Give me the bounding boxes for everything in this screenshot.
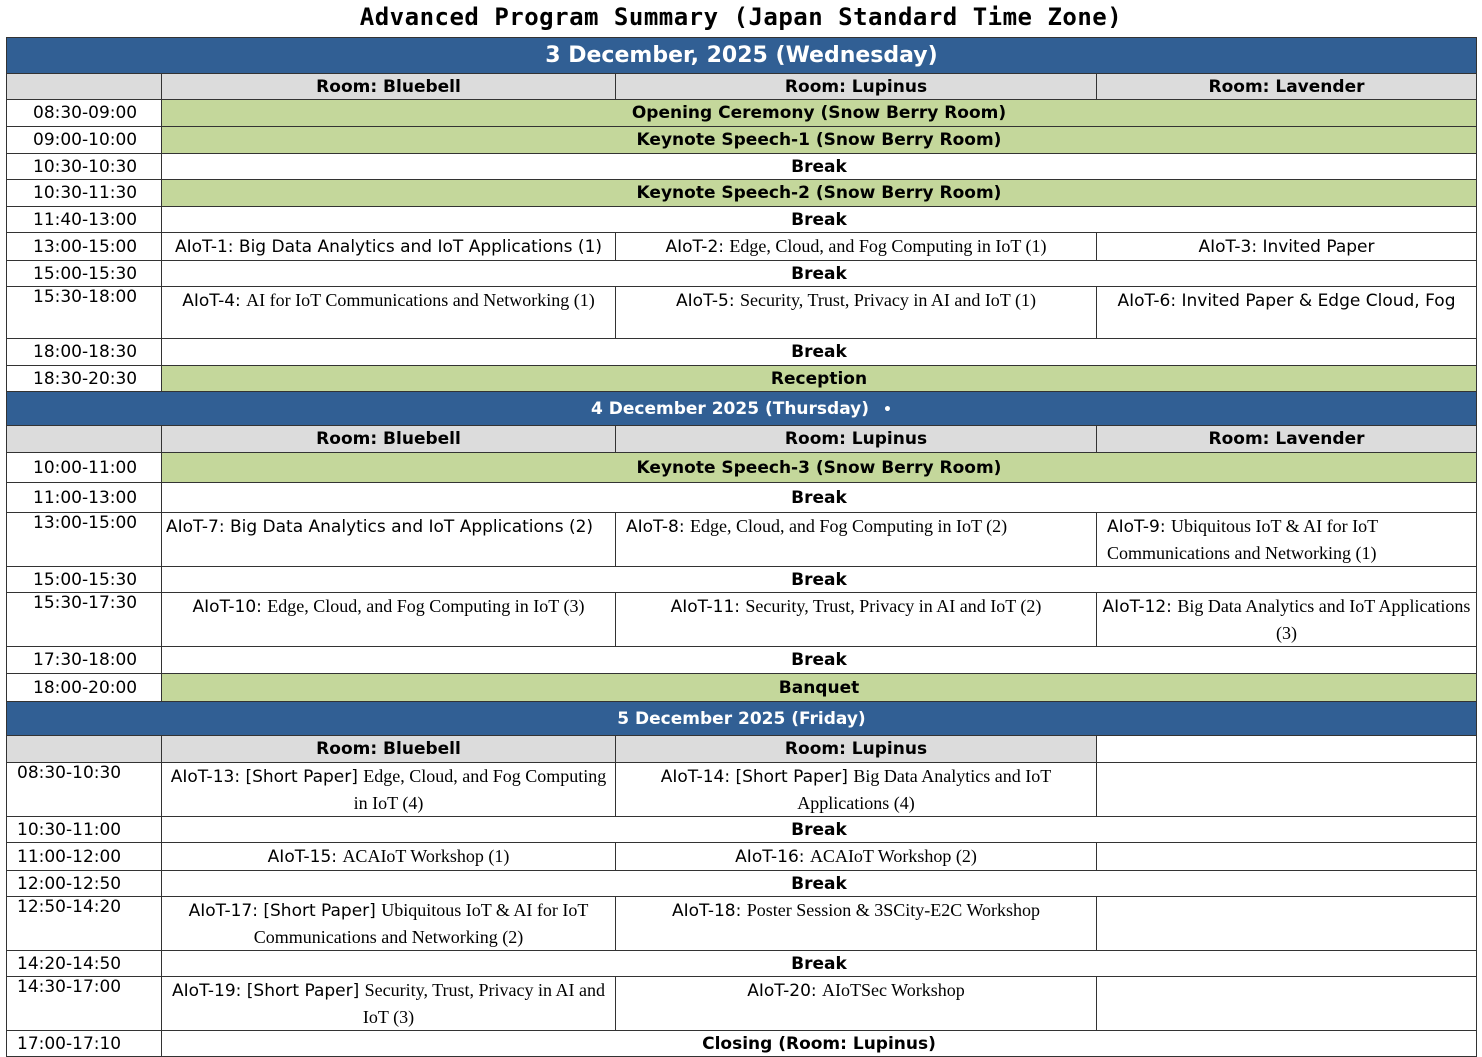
- schedule-row: [7, 233, 1477, 261]
- time-slot: 12:00-12:50: [7, 871, 162, 897]
- room-blank: [7, 736, 162, 763]
- session-title: Security, Trust, Privacy in AI and IoT (1): [739, 290, 1036, 310]
- session-cell: [162, 897, 616, 951]
- session-title: ACAIoT Workshop (1): [342, 846, 510, 866]
- session-code: AIoT-7: Big Data Analytics and IoT Applications (2): [166, 517, 594, 537]
- session-cell: [616, 513, 1097, 567]
- empty-cell: [1097, 977, 1477, 1031]
- empty-cell: [1097, 897, 1477, 951]
- session-cell: [616, 763, 1097, 817]
- session-title: AI for IoT Communications and Networking (1): [246, 290, 595, 310]
- session-cell: [162, 513, 616, 567]
- session-cell: [616, 287, 1097, 339]
- time-slot: 10:30-11:00: [7, 817, 162, 843]
- session-title: Security, Trust, Privacy in AI and IoT (2): [745, 596, 1042, 616]
- time-slot: 18:00-18:30: [7, 339, 162, 366]
- time-slot: 10:00-11:00: [7, 453, 162, 483]
- day-heading-text: 4 December 2025 (Thursday): [591, 398, 870, 419]
- session-code: AIoT-9:: [1107, 517, 1171, 537]
- day-header: [7, 392, 1477, 426]
- time-slot: 08:30-10:30: [7, 763, 162, 817]
- schedule-row: [7, 674, 1477, 702]
- break-cell: Break: [162, 647, 1477, 674]
- time-slot: 17:00-17:10: [7, 1031, 162, 1057]
- time-slot: 14:30-17:00: [7, 977, 162, 1031]
- schedule-row: [7, 261, 1477, 287]
- time-slot: 15:00-15:30: [7, 261, 162, 287]
- program-table: [6, 37, 1477, 1057]
- session-cell: [616, 593, 1097, 647]
- room-bluebell: Room: Bluebell: [162, 736, 616, 763]
- time-slot: 14:20-14:50: [7, 951, 162, 977]
- room-lavender: Room: Lavender: [1097, 426, 1477, 453]
- session-code: AIoT-20:: [747, 981, 823, 1001]
- schedule-row: [7, 287, 1477, 339]
- break-cell: Break: [162, 483, 1477, 513]
- session-code: AIoT-15:: [267, 847, 343, 867]
- session-cell: [616, 977, 1097, 1031]
- session-cell: [162, 977, 616, 1031]
- day-header: [7, 38, 1477, 74]
- schedule-row: [7, 871, 1477, 897]
- room-lupinus: Room: Lupinus: [616, 74, 1097, 100]
- empty-cell: [1097, 843, 1477, 871]
- time-slot: 11:00-12:00: [7, 843, 162, 871]
- session-title: Ubiquitous IoT & AI for IoT Communications and Networking (2): [253, 900, 589, 947]
- time-slot: 18:30-20:30: [7, 366, 162, 392]
- bullet-dot: •: [883, 401, 892, 418]
- schedule-row: [7, 127, 1477, 154]
- time-slot: 10:30-11:30: [7, 180, 162, 207]
- session-code: AIoT-2:: [665, 237, 730, 257]
- time-slot: 12:50-14:20: [7, 897, 162, 951]
- session-title: Edge, Cloud, and Fog Computing in IoT (2): [689, 516, 1008, 536]
- session-title: Security, Trust, Privacy in AI and IoT (3): [362, 980, 605, 1027]
- session-code: AIoT-1:: [174, 237, 239, 257]
- plenary-event: Keynote Speech-2 (Snow Berry Room): [162, 180, 1477, 207]
- break-cell: Break: [162, 817, 1477, 843]
- session-cell: [616, 897, 1097, 951]
- session-code: AIoT-13: [Short Paper]: [170, 767, 364, 787]
- room-lupinus: Room: Lupinus: [616, 736, 1097, 763]
- schedule-row: [7, 207, 1477, 233]
- room-header-row: [7, 74, 1477, 100]
- schedule-row: [7, 843, 1477, 871]
- schedule-row: [7, 339, 1477, 366]
- schedule-row: [7, 100, 1477, 127]
- schedule-row: [7, 453, 1477, 483]
- empty-cell: [1097, 763, 1477, 817]
- schedule-row: [7, 647, 1477, 674]
- session-cell: [616, 233, 1097, 261]
- room-blank: [7, 426, 162, 453]
- plenary-event: Reception: [162, 366, 1477, 392]
- time-slot: 13:00-15:00: [7, 233, 162, 261]
- session-cell: [162, 287, 616, 339]
- schedule-row: [7, 567, 1477, 593]
- session-cell: [162, 233, 616, 261]
- plenary-event: Banquet: [162, 674, 1477, 702]
- break-cell: Break: [162, 207, 1477, 233]
- schedule-row: [7, 513, 1477, 567]
- session-title: Edge, Cloud, and Fog Computing in IoT (3): [267, 596, 585, 616]
- time-slot: 15:00-15:30: [7, 567, 162, 593]
- time-slot: 13:00-15:00: [7, 513, 162, 567]
- session-title: Edge, Cloud, and Fog Computing in IoT (4): [353, 766, 607, 813]
- session-cell: [1097, 233, 1477, 261]
- time-slot: 10:30-10:30: [7, 154, 162, 180]
- break-cell: Break: [162, 339, 1477, 366]
- session-code: AIoT-3: Invited Paper: [1198, 237, 1375, 257]
- schedule-row: [7, 154, 1477, 180]
- session-code: AIoT-17: [Short Paper]: [188, 901, 382, 921]
- session-cell: [162, 593, 616, 647]
- schedule-row: [7, 817, 1477, 843]
- session-code: AIoT-16:: [735, 847, 810, 867]
- session-title: Edge, Cloud, and Fog Computing in IoT (1): [729, 236, 1047, 256]
- schedule-row: [7, 951, 1477, 977]
- time-slot: 15:30-18:00: [7, 287, 162, 339]
- session-title: Big Data Analytics and IoT Applications (4): [797, 766, 1052, 813]
- time-slot: 11:40-13:00: [7, 207, 162, 233]
- break-cell: Break: [162, 871, 1477, 897]
- plenary-event: Keynote Speech-3 (Snow Berry Room): [162, 453, 1477, 483]
- room-header-row: [7, 426, 1477, 453]
- session-code: AIoT-18:: [671, 901, 747, 921]
- closing-cell: Closing (Room: Lupinus): [162, 1031, 1477, 1057]
- session-code: AIoT-5:: [676, 291, 740, 311]
- plenary-event: Opening Ceremony (Snow Berry Room): [162, 100, 1477, 127]
- schedule-row: [7, 897, 1477, 951]
- time-slot: 15:30-17:30: [7, 593, 162, 647]
- session-title: ACAIoT Workshop (2): [809, 846, 977, 866]
- session-code: AIoT-19: [Short Paper]: [172, 981, 365, 1001]
- time-slot: 11:00-13:00: [7, 483, 162, 513]
- day-heading: 5 December 2025 (Friday): [7, 702, 1477, 736]
- session-cell: [162, 843, 616, 871]
- session-code: AIoT-4:: [182, 291, 247, 311]
- session-cell: [1097, 513, 1477, 567]
- break-cell: Break: [162, 261, 1477, 287]
- session-cell: [1097, 287, 1477, 339]
- session-code: AIoT-12:: [1102, 597, 1178, 617]
- plenary-event: Keynote Speech-1 (Snow Berry Room): [162, 127, 1477, 154]
- schedule-row: [7, 180, 1477, 207]
- session-title: Poster Session & 3SCity-E2C Workshop: [746, 900, 1040, 920]
- session-title: Big Data Analytics and IoT Applications (3): [1177, 596, 1471, 643]
- session-cell: [1097, 593, 1477, 647]
- time-slot: 09:00-10:00: [7, 127, 162, 154]
- day-header: [7, 702, 1477, 736]
- session-cell: [162, 763, 616, 817]
- session-code: AIoT-6: Invited Paper & Edge Cloud, Fog: [1117, 291, 1456, 311]
- room-lupinus: Room: Lupinus: [616, 426, 1097, 453]
- room-header-row: [7, 736, 1477, 763]
- schedule-row: [7, 593, 1477, 647]
- room-empty: [1097, 736, 1477, 763]
- break-cell: Break: [162, 154, 1477, 180]
- page-title: Advanced Program Summary (Japan Standard Time Zone): [359, 3, 1123, 31]
- room-bluebell: Room: Bluebell: [162, 74, 616, 100]
- break-cell: Break: [162, 567, 1477, 593]
- schedule-row: [7, 366, 1477, 392]
- day-heading: [7, 392, 1477, 426]
- time-slot: 18:00-20:00: [7, 674, 162, 702]
- session-title: AIoTSec Workshop: [822, 980, 965, 1000]
- schedule-row: [7, 763, 1477, 817]
- day-heading: 3 December, 2025 (Wednesday): [7, 38, 1477, 74]
- session-cell: [616, 843, 1097, 871]
- session-code: AIoT-14: [Short Paper]: [660, 767, 854, 787]
- schedule-row: [7, 977, 1477, 1031]
- room-bluebell: Room: Bluebell: [162, 426, 616, 453]
- time-slot: 17:30-18:00: [7, 647, 162, 674]
- room-blank: [7, 74, 162, 100]
- room-lavender: Room: Lavender: [1097, 74, 1477, 100]
- break-cell: Break: [162, 951, 1477, 977]
- session-code: AIoT-11:: [670, 597, 746, 617]
- session-title: Big Data Analytics and IoT Applications (1): [238, 237, 603, 257]
- session-code: AIoT-10:: [192, 597, 268, 617]
- time-slot: 08:30-09:00: [7, 100, 162, 127]
- schedule-row: [7, 1031, 1477, 1057]
- session-code: AIoT-8:: [626, 517, 690, 537]
- schedule-row: [7, 483, 1477, 513]
- session-title: Ubiquitous IoT & AI for IoT Communications and Networking (1): [1107, 516, 1378, 563]
